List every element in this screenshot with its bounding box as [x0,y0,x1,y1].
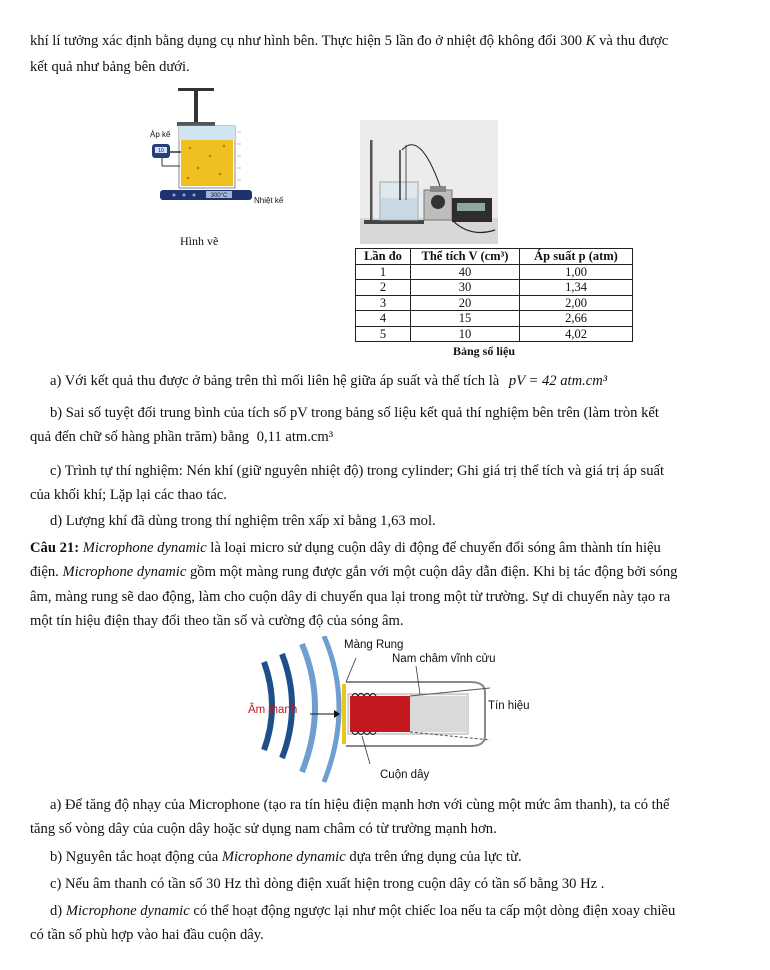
coil-label: Cuộn dây [380,769,430,781]
table-cell: 40 [411,264,520,280]
q21-term: Microphone dynamic [221,849,346,865]
q21-intro-line2 [30,561,740,583]
column-header: Áp suất p (atm) [520,249,633,265]
q20-statement-c-line2: của khối khí; Lặp lại các thao tác. [30,487,227,503]
q21-term: Microphone dynamic [82,540,207,556]
table-cell: 15 [411,311,520,327]
q20-statement-c-line1: c) Trình tự thí nghiệm: Nén khí (giữ nguyên nhiệt độ) trong cylinder; Ghi giá trị thể tích và giá trị áp suất [50,463,665,479]
table-cell: 2,00 [520,295,633,311]
table-row [356,264,633,280]
q21-intro-start: điện. [30,564,59,580]
table-cell: 3 [356,295,411,311]
q20-statement-b-line2 [30,426,740,448]
q20-a-formula: pV = 42 atm.cm³ [508,373,608,389]
q21-statement-a-line2: tăng số vòng dây của cuộn dây hoặc sử dụng nam châm có từ trường mạnh hơn. [30,821,497,837]
q21-term: Microphone dynamic [65,903,190,919]
q21-statement-b [30,846,740,868]
table-caption: Bảng số liệu [453,344,516,358]
table-cell: 20 [411,295,520,311]
q21-statement-d-line2: có tần số phù hợp vào hai đầu cuộn dây. [30,927,264,943]
table-cell: 4,02 [520,326,633,342]
q21-statement-c: c) Nếu âm thanh có tần số 30 Hz thì dòng điện xuất hiện trong cuộn dây có tần số bằng 30 Hz . [50,876,605,892]
table-cell: 1 [356,264,411,280]
table-cell: 4 [356,311,411,327]
membrane-label: Màng Rung [344,639,404,651]
table-cell: 5 [356,326,411,342]
q21-intro-line1 [30,537,740,559]
intro-line-1 [30,30,740,52]
intro-unit: K [585,33,596,49]
thermometer-label: Nhiệt kế [254,196,284,205]
q21-intro-line3: âm, màng rung sẽ dao động, làm cho cuộn dây di chuyển qua lại trong một từ trường. Sự di chuyển này tạo ra [30,589,671,605]
q20-statement-a [30,370,740,392]
q20-statement-b-line1: b) Sai số tuyệt đối trung bình của tích số pV trong bảng số liệu kết quả thí nghiệm bên trên (làm tròn kết [50,405,659,421]
sound-label: Âm thanh [248,704,298,716]
signal-label: Tín hiệu [488,700,530,712]
thermometer-reading: 300°C [210,193,228,199]
table-header-row [356,249,633,265]
q21-term: Microphone dynamic [62,564,187,580]
q21-intro-text: là loại micro sử dụng cuộn dây di động để chuyển đổi sóng âm thành tín hiệu [210,540,661,556]
column-header-volume: Thể tích V (cm³) [421,249,509,264]
table-cell: 1,00 [520,264,633,280]
table-row [356,326,633,342]
figure-caption: Hình vẽ [180,234,219,248]
table-row [356,295,633,311]
q21-statement-d-line1 [30,900,740,922]
q20-a-text: a) Với kết quả thu được ở bảng trên thì mối liên hệ giữa áp suất và thể tích là [50,373,500,389]
table-cell: 10 [411,326,520,342]
pressure-gauge-label: Áp kế [150,130,171,139]
q21-intro-text: gồm một màng rung được gắn với một cuộn dây dẫn điện. Khi bị tác động bởi sóng [189,564,678,580]
q21-intro-line4: một tín hiệu điện thay đổi theo tần số và cường độ của sóng âm. [30,613,404,629]
q20-b-value: 0,11 atm.cm³ [256,429,334,445]
column-header: Lần đo [356,249,411,265]
data-table [355,248,633,342]
table-cell: 30 [411,280,520,296]
intro-text-end: và thu được [599,33,669,49]
lab-equipment-photo [360,120,498,244]
q21-b-end: dựa trên ứng dụng của lực từ. [349,849,522,865]
intro-text: khí lí tưởng xác định bằng dụng cụ như hình bên. Thực hiện 5 lần đo ở nhiệt độ không đổi 300 [30,33,583,49]
intro-line-2: kết quả như bảng bên dưới. [30,59,190,75]
gauge-reading: 10 [158,148,164,154]
q20-b-text: quả đến chữ số hàng phần trăm) bằng [30,429,250,445]
q21-b-start: b) Nguyên tắc hoạt động của [50,849,219,865]
q21-d-start: d) [50,903,63,919]
q20-statement-d: d) Lượng khí đã dùng trong thí nghiệm trên xấp xỉ bằng 1,63 mol. [50,513,436,529]
table-row [356,280,633,296]
table-cell: 2 [356,280,411,296]
magnet-label: Nam châm vĩnh cửu [392,653,496,665]
q21-statement-a-line1: a) Để tăng độ nhạy của Microphone (tạo ra tín hiệu điện mạnh hơn với cùng một mức âm thanh), ta có thể [50,797,670,813]
table-row [356,311,633,327]
q21-label: Câu 21: [30,540,80,556]
table-cell: 2,66 [520,311,633,327]
table-cell: 1,34 [520,280,633,296]
column-header [411,249,520,265]
q21-d-rest: có thể hoạt động ngược lại như một chiếc loa nếu ta cấp một dòng điện xoay chiều [193,903,676,919]
